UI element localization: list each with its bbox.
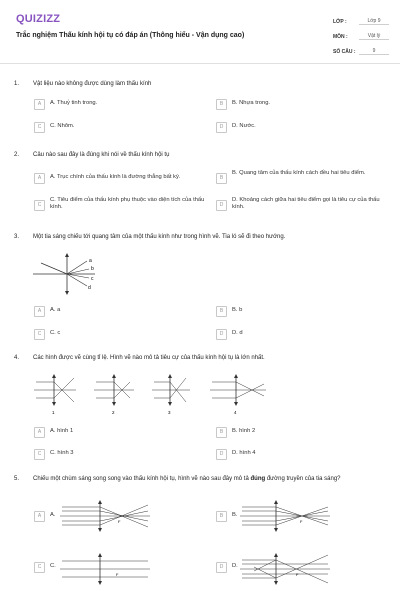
- option-text: B. b: [232, 307, 243, 313]
- focal-length-figures: [30, 372, 270, 416]
- question-number: 4.: [14, 355, 20, 361]
- option-letter-badge: D: [216, 449, 227, 460]
- option-text: B.: [232, 512, 238, 518]
- option-text: B. hình 2: [232, 428, 256, 434]
- option-letter-badge: C: [34, 122, 45, 133]
- option-letter-badge: C: [34, 200, 45, 211]
- question-number: 3.: [14, 234, 20, 240]
- option-letter-badge: D: [216, 200, 227, 211]
- option-a-diagram: [60, 500, 150, 532]
- option-letter-badge: C: [34, 329, 45, 340]
- question-count-field: 9: [359, 48, 389, 55]
- option-text: D. hình 4: [232, 450, 256, 456]
- option-letter-badge: D: [216, 122, 227, 133]
- option-letter-badge: C: [34, 449, 45, 460]
- option-text: A.: [50, 512, 56, 518]
- option-text: A. hình 1: [50, 428, 74, 434]
- option-text: D. Nước.: [232, 123, 256, 129]
- meta-row-count: [333, 44, 389, 59]
- ray-label: a: [89, 258, 92, 264]
- lens-ray-figure: [33, 251, 103, 297]
- question-text-emphasis: đúng: [250, 476, 266, 482]
- meta-label: SỐ CÂU :: [333, 48, 356, 55]
- option-text: C. Nhôm.: [50, 123, 75, 129]
- option-letter-badge: B: [216, 306, 227, 317]
- option-letter-badge: A: [34, 427, 45, 438]
- meta-row-subject: [333, 29, 389, 44]
- option-text: C. hình 3: [50, 450, 74, 456]
- option-letter-badge: A: [34, 511, 45, 522]
- class-field: Lớp 9: [359, 18, 389, 25]
- focus-label: F: [300, 519, 303, 524]
- header-divider: [0, 63, 400, 64]
- option-text: A. Trục chính của thấu kính là đường thẳng bất kỳ.: [50, 174, 181, 180]
- focus-label: F: [118, 519, 121, 524]
- option-b-diagram: [240, 500, 330, 532]
- ray-label: c: [91, 276, 94, 282]
- question-text-part: Chiếu một chùm sáng song song vào thấu kính hội tụ, hình vẽ nào sau đây mô tả: [33, 476, 251, 482]
- option-text: C. c: [50, 330, 61, 336]
- question-text: Vật liệu nào không được dùng làm thấu kính: [33, 81, 152, 87]
- figure-number: 1: [52, 410, 55, 415]
- option-d-diagram: [240, 553, 330, 585]
- option-letter-badge: C: [34, 562, 45, 573]
- option-letter-badge: B: [216, 99, 227, 110]
- page-title: Trắc nghiệm Thấu kính hội tụ có đáp án (Thông hiểu - Vận dụng cao): [16, 32, 245, 39]
- option-text: B. Quang tâm của thấu kính cách đều hai tiêu điểm.: [232, 170, 366, 176]
- meta-label: MÔN :: [333, 33, 348, 40]
- question-text: Các hình được vẽ cùng tỉ lệ. Hình vẽ nào mô tả tiêu cự của thấu kính hội tụ là lớn nhất.: [33, 355, 265, 361]
- ray-label: b: [91, 266, 94, 272]
- figure-number: 2: [112, 410, 115, 415]
- quizizz-logo[interactable]: QUIZIZZ: [16, 13, 61, 25]
- meta-label: LỚP :: [333, 18, 347, 25]
- figure-number: 3: [168, 410, 171, 415]
- subject-field: Vật lý: [359, 33, 389, 40]
- option-text: C. Tiêu điểm của thấu kính phụ thuộc vào diện tích của thấu kính.: [50, 197, 205, 210]
- option-text: D.: [232, 563, 238, 569]
- option-c-diagram: [60, 553, 150, 585]
- option-text: D. d: [232, 330, 243, 336]
- question-text: Câu nào sau đây là đúng khi nói về thấu kính hội tụ: [33, 152, 170, 158]
- option-text: A. Thuỷ tinh trong.: [50, 100, 98, 106]
- figure-number: 4: [234, 410, 237, 415]
- option-text: C.: [50, 563, 56, 569]
- question-number: 1.: [14, 81, 20, 87]
- option-text: D. Khoảng cách giữa hai tiêu điểm gọi là tiêu cự của thấu kính.: [232, 197, 380, 210]
- meta-row-class: [333, 14, 389, 29]
- focus-label: F: [296, 572, 299, 577]
- question-number: 2.: [14, 152, 20, 158]
- question-text: [33, 475, 388, 483]
- option-letter-badge: A: [34, 99, 45, 110]
- question-text-part: đường truyền của tia sáng?: [265, 476, 341, 482]
- question-number: 5.: [14, 476, 20, 482]
- option-text: A. a: [50, 307, 61, 313]
- option-letter-badge: D: [216, 329, 227, 340]
- option-letter-badge: B: [216, 427, 227, 438]
- question-text: Một tia sáng chiếu tới quang tâm của một thấu kính như trong hình vẽ. Tia ló sẽ đi theo hướng.: [33, 234, 286, 240]
- focus-label: F: [116, 572, 119, 577]
- option-letter-badge: B: [216, 511, 227, 522]
- option-letter-badge: B: [216, 173, 227, 184]
- ray-label: d: [88, 285, 91, 291]
- option-letter-badge: D: [216, 562, 227, 573]
- option-letter-badge: A: [34, 306, 45, 317]
- worksheet-meta: [333, 14, 389, 59]
- option-text: B. Nhựa trong.: [232, 100, 271, 106]
- option-letter-badge: A: [34, 173, 45, 184]
